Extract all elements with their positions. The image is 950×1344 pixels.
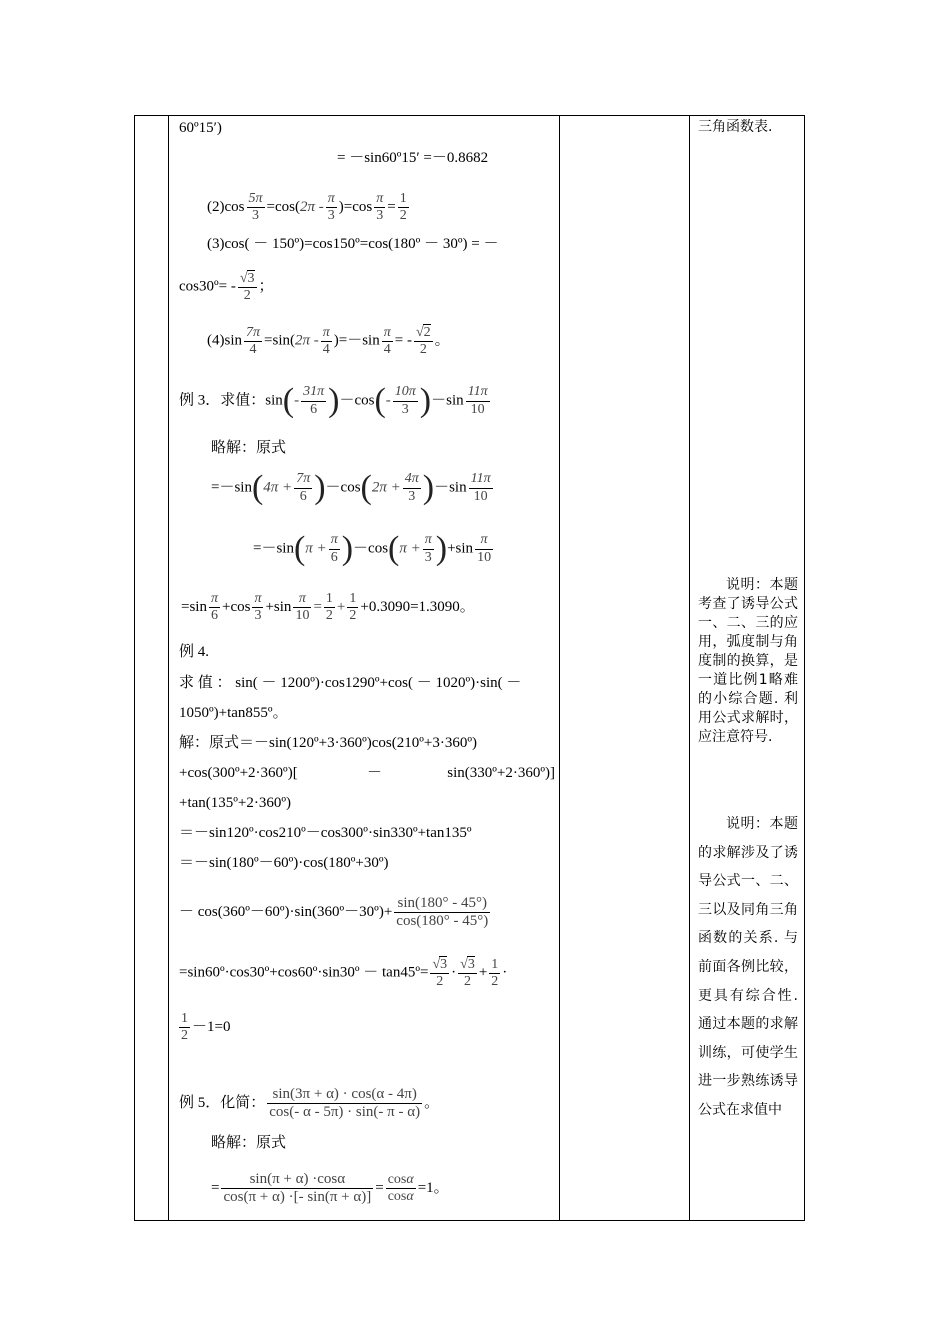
- formula-line: (4)sin $\frac{7\pi}{4}$ =sin(2π - $\frac{\pi}{4}$ )=－sin $\frac{\pi}{4}$ = - $\frac{√2}{2}$ 。: [207, 324, 450, 358]
- text-line: 60º15′): [179, 120, 222, 136]
- text-line: +tan(135º+2·360º): [179, 795, 292, 811]
- formula-line: (2)cos $\frac{5\pi}{3}$ =cos(2π - $\frac{\pi}{3}$ )=cos $\frac{\pi}{3}$ = $\frac{1}{2}$: [207, 191, 407, 224]
- example-5-question: 例 5．化简： $\frac{\sin(3\pi + \alpha) \cdot \cos(\alpha - 4\pi)}{\cos(- \alpha - 5\pi) \cdot \sin(- \pi - \alpha)}$ 。: [179, 1086, 440, 1121]
- formula-line: cos30º= - $\frac{√3}{2}$ ；: [179, 271, 274, 304]
- column-divider: [559, 116, 560, 1220]
- example-3-question: 例 3．求值：sin(- $\frac{31\pi}{6}$ )－cos(- $\frac{10\pi}{3}$ )－sin $\frac{11\pi}{10}$: [179, 382, 488, 419]
- formula-line: =sin60º·cos30º+cos60º·sin30º － tan45º= $\frac{√3}{2}$ · $\frac{√3}{2}$ + $\frac{1}{2}$ ·: [179, 956, 508, 990]
- note-text: 说明：本题的求解涉及了诱导公式一、二、三以及同角三角函数的关系. 与前面各例比较，更具有综合性. 通过本题的求解训练，可使学生进一步熟练诱导公式在求值中: [698, 816, 798, 1118]
- formula-line: － cos(360º－60º)·sin(360º－30º)+ $\frac{\sin(180^\circ - 45^\circ)}{\cos(180^\circ - 45^\circ)}$: [179, 895, 489, 930]
- text-line: 解：原式＝－sin(120º+3·360º)cos(210º+3·360º): [179, 735, 477, 751]
- text-line: 1050º)+tan855º。: [179, 705, 288, 721]
- lesson-table: [134, 115, 805, 1221]
- solution-column: [169, 116, 559, 1220]
- text-line: +cos(300º+2·360º)[ － sin(330º+2·360º)]: [179, 765, 555, 781]
- text-line: (3)cos( － 150º)=cos150º=cos(180º － 30º) = －: [207, 236, 499, 252]
- formula-line: =sin $\frac{\pi}{6}$ +cos $\frac{\pi}{3}$ +sin $\frac{\pi}{10}$ = $\frac{1}{2}$ + $\frac{1}{2}$ +0.3090=1.3090。: [181, 591, 475, 624]
- text-line: 略解：原式: [211, 1135, 287, 1151]
- text-line: ＝－sin120º·cos210º－cos300º·sin330º+tan135º: [179, 825, 472, 841]
- formula-line: = $\frac{\sin(\pi + \alpha) \cdot\cos\alpha}{\cos(\pi + \alpha) \cdot[- \sin(\pi + \alpha)]}$ = $\frac{\cos\alpha}{\cos\alpha}$ =1。: [211, 1171, 449, 1206]
- formula-line: =－sin(π + $\frac{\pi}{6}$ )－cos(π + $\frac{\pi}{3}$ )+sin $\frac{\pi}{10}$: [253, 530, 492, 567]
- formula-line: $\frac{1}{2}$ －1=0: [181, 1011, 231, 1044]
- formula-line: =－sin(4π + $\frac{7\pi}{6}$ )－cos(2π + $\frac{4\pi}{3}$ )－sin $\frac{11\pi}{10}$: [211, 469, 491, 506]
- text-line: = －sin60º15′ =－0.8682: [337, 150, 489, 166]
- note-text: 说明：本题考查了诱导公式一、二、三的应用，弧度制与角度制的换算，是一道比例1略难的小综合题. 利用公式求解时，应注意符号.: [698, 577, 798, 745]
- notes-column: [690, 116, 806, 1220]
- text-line: 略解：原式: [211, 440, 287, 456]
- text-line: 求 值 ： sin( － 1200º)·cos1290º+cos( － 1020º)·sin( －: [179, 675, 522, 691]
- text-line: ＝－sin(180º－60º)·cos(180º+30º): [179, 855, 389, 871]
- text-line: 例 4.: [179, 644, 210, 660]
- note-text: 三角函数表.: [698, 119, 773, 135]
